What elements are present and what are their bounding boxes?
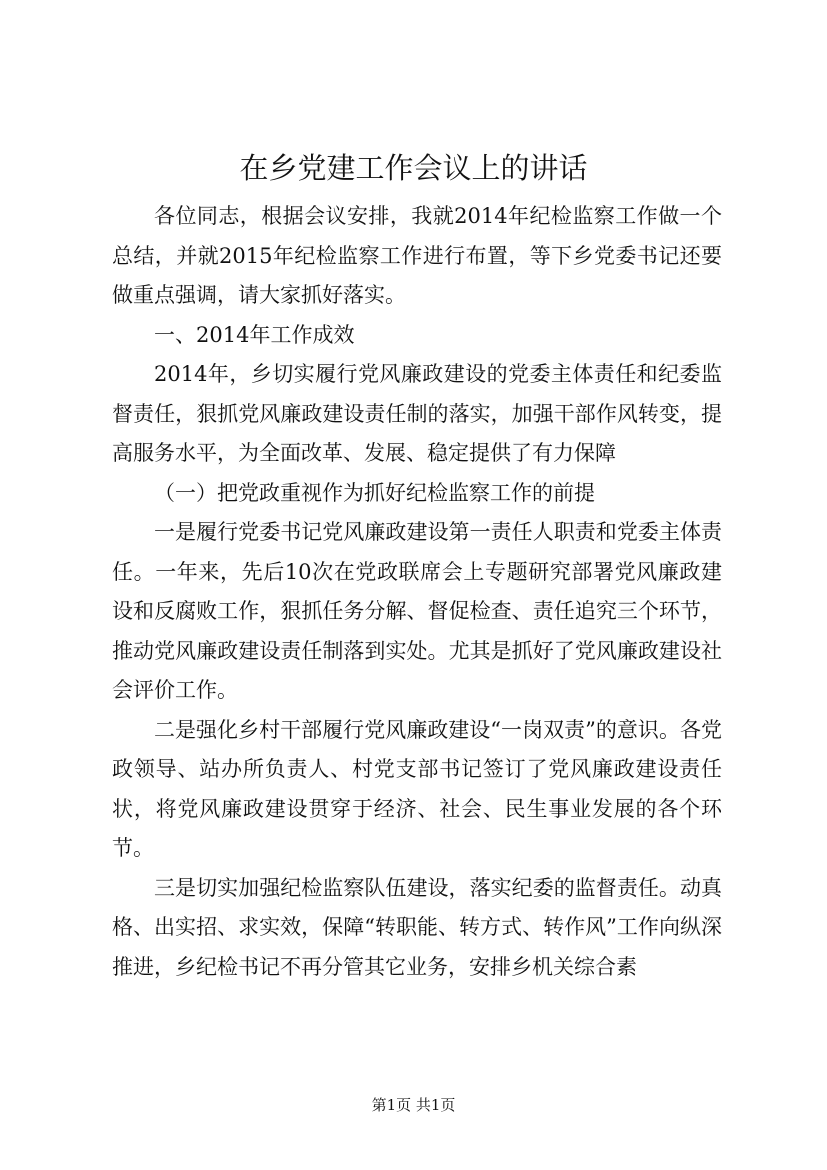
paragraph-summary-2014: 2014年，乡切实履行党风廉政建设的党委主体责任和纪委监督责任，狠抓党风廉政建设责任制的落实，加强干部作风转变，提高服务水平，为全面改革、发展、稳定提供了有力保障 <box>112 362 722 465</box>
section-heading-achievements: 一、2014年工作成效 <box>154 322 355 347</box>
paragraph-point-1: 一是履行党委书记党风廉政建设第一责任人职责和党委主体责任。一年来，先后10次在党政联席会上专题研究部署党风廉政建设和反腐败工作，狠抓任务分解、督促检查、责任追究三个环节，推动党风廉政建设责任制落到实处。尤其是抓好了党风廉政建设社会评价工作。 <box>112 520 722 702</box>
document-title: 在乡党建工作会议上的讲话 <box>239 151 588 185</box>
paragraph-point-2: 二是强化乡村干部履行党风廉政建设“一岗双责”的意识。各党政领导、站办所负责人、村党支部书记签订了党风廉政建设责任状，将党风廉政建设贯穿于经济、社会、民生事业发展的各个环节。 <box>112 717 722 860</box>
page-footer: 第1页 共1页 <box>371 1096 456 1114</box>
paragraph-point-3: 三是切实加强纪检监察队伍建设，落实纪委的监督责任。动真格、出实招、求实效，保障“转职能、转方式、转作风”工作向纵深推进，乡纪检书记不再分管其它业务，安排乡机关综合素 <box>112 875 722 979</box>
document-body <box>112 197 722 987</box>
paragraph-intro: 各位同志，根据会议安排，我就2014年纪检监察工作做一个总结，并就2015年纪检监察工作进行布置，等下乡党委书记还要做重点强调，请大家抓好落实。 <box>112 204 722 307</box>
subsection-heading-1: （一）把党政重视作为抓好纪检监察工作的前提 <box>154 480 595 505</box>
